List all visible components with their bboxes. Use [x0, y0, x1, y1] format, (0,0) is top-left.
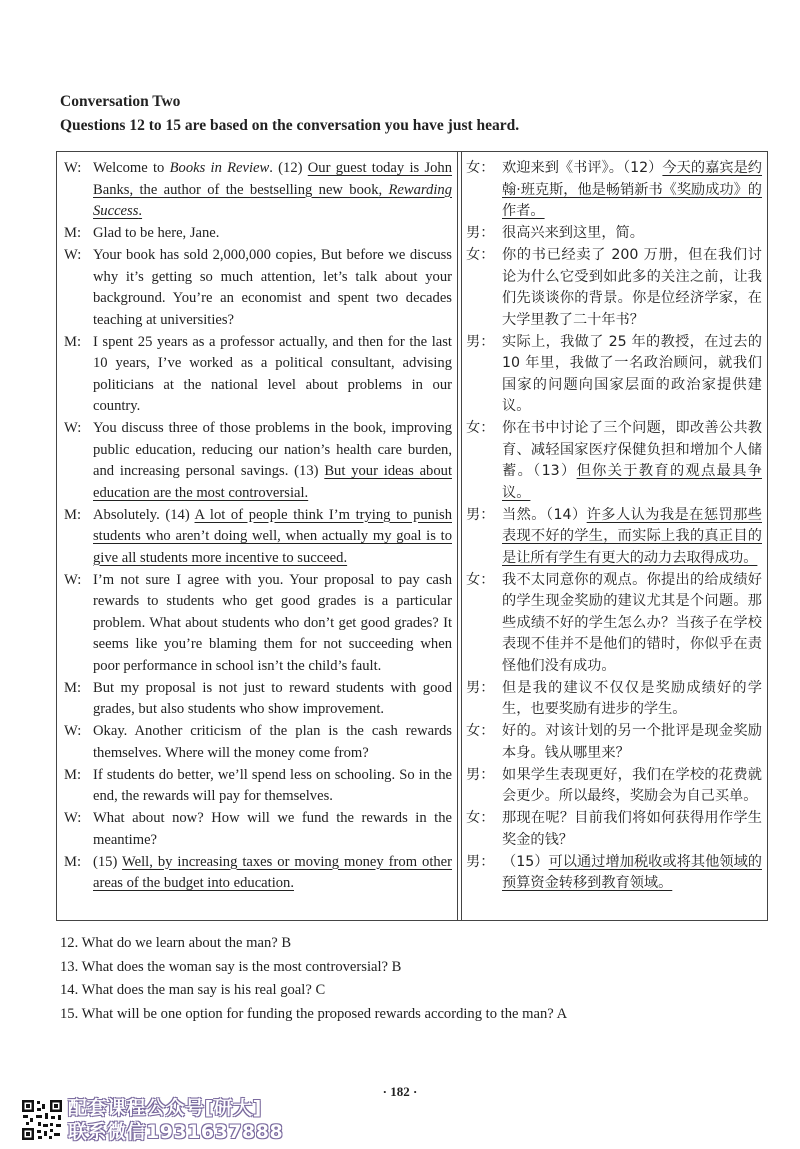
utterance-text: [502, 570, 762, 678]
utterance-segment: . (12): [269, 160, 308, 176]
english-turn: [64, 245, 452, 331]
english-turn: [64, 158, 452, 223]
english-turn: [64, 505, 452, 570]
speaker-label: W:: [64, 420, 82, 436]
chinese-turn: [466, 721, 762, 764]
answer-highlight: Our guest today is John Banks, the author of the bestselling new book,: [93, 160, 453, 198]
column-divider-inner: [461, 151, 462, 921]
speaker-label: 女：: [466, 160, 495, 176]
english-turn: [64, 852, 452, 895]
question-item: 13. What does the woman say is the most controversial? B: [60, 958, 402, 975]
utterance-segment: Glad to be here, Jane.: [93, 225, 220, 241]
utterance-segment: Absolutely. (14): [93, 506, 195, 523]
chinese-turn: [466, 505, 762, 570]
speaker-label: 男：: [466, 679, 495, 696]
watermark-line-1: 配套课程公众号[研大]: [68, 1097, 262, 1119]
utterance-text: [93, 332, 452, 418]
chinese-turn: [466, 418, 762, 504]
utterance-text: [502, 765, 762, 808]
utterance-text: [502, 223, 762, 245]
utterance-segment: What about now? How will we fund the rewards in the meantime?: [93, 810, 452, 848]
question-list: [60, 932, 567, 1026]
utterance-segment: 当然。（14）: [502, 506, 587, 523]
questions-intro: Questions 12 to 15 are based on the conversation you have just heard.: [60, 117, 520, 134]
utterance-text: [502, 332, 762, 418]
speaker-label: W:: [64, 160, 82, 176]
speaker-label: M:: [64, 853, 82, 870]
chinese-turn: [466, 332, 762, 418]
chinese-turn: [466, 808, 762, 851]
utterance-segment: 那现在呢？目前我们将如何获得用作学生奖金的钱？: [502, 810, 762, 848]
answer-highlight: Well, by increasing taxes or moving money from other areas of the budget into education.: [93, 853, 453, 891]
english-turn: [64, 808, 452, 851]
utterance-text: [93, 765, 452, 808]
utterance-text: [93, 245, 452, 331]
utterance-segment: 实际上，我做了 25 年的教授，在过去的 10 年里，我做了一名政治顾问，就我们国家的问题向国家层面的政治家提供建议。: [502, 333, 762, 414]
utterance-text: [93, 570, 452, 678]
answer-highlight: But your ideas about education are the most controversial.: [93, 463, 452, 501]
speaker-label: W:: [64, 810, 82, 826]
utterance-text: [502, 245, 762, 331]
chinese-turn: [466, 158, 762, 223]
conversation-title: Conversation Two: [60, 93, 181, 110]
utterance-segment: 如果学生表现更好，我们在学校的花费就会更少。所以最终，奖励会为自己买单。: [502, 766, 762, 804]
english-transcript: [64, 158, 452, 895]
chinese-turn: [466, 223, 762, 245]
utterance-segment: I spent 25 years as a professor actually, and then for the last 10 years, I’ve worked as a political consultant, advising politicians at the national level about problems in our country.: [93, 333, 452, 414]
question-item: 14. What does the man say is his real goal? C: [60, 982, 326, 998]
utterance-segment: Books in Review: [169, 160, 270, 176]
utterance-segment: Welcome to: [93, 160, 170, 176]
chinese-turn: [466, 245, 762, 331]
speaker-label: M:: [64, 766, 82, 783]
utterance-segment: 但是我的建议不仅仅是奖励成绩好的学生，也要奖励有进步的学生。: [502, 679, 762, 717]
english-turn: [64, 570, 452, 678]
chinese-turn: [466, 852, 762, 895]
question-item: 12. What do we learn about the man? B: [60, 935, 292, 951]
utterance-segment: You discuss three of those problems in the book, improving public education, reducing our nation’s health care burden, and increasing personal savings. (13): [93, 420, 452, 479]
watermark-line-2: 联系微信1931637888: [68, 1121, 284, 1143]
utterance-segment: But my proposal is not just to reward students with good grades, but also students who show improvement.: [93, 679, 452, 717]
utterance-segment: I’m not sure I agree with you. Your proposal to pay cash rewards to students who get good grades is a particular problem. What about students who don’t get good grades? It seems like you’re blaming them for not succeeding when poor performance in school isn’t the child’s fault.: [93, 571, 452, 674]
answer-highlight: 今天的嘉宾是约翰·班克斯，他是畅销新书《奖励成功》的作者。: [502, 160, 762, 219]
speaker-label: 男：: [466, 853, 495, 870]
answer-highlight: 但你关于教育的观点最具争议。: [502, 463, 762, 501]
speaker-label: 女：: [466, 723, 495, 739]
utterance-text: [93, 505, 452, 570]
chinese-turn: [466, 765, 762, 808]
answer-highlight: Rewarding Success: [93, 181, 452, 219]
utterance-text: [93, 808, 452, 851]
speaker-label: 男：: [466, 225, 495, 241]
english-turn: [64, 678, 452, 721]
utterance-text: [93, 721, 452, 764]
speaker-label: 女：: [466, 571, 495, 588]
speaker-label: 女：: [466, 810, 495, 826]
english-turn: [64, 418, 452, 504]
english-turn: [64, 223, 452, 245]
speaker-label: M:: [64, 225, 82, 241]
answer-highlight: A lot of people think I’m trying to punish students who aren’t doing well, when actually my goal is to give all students more incentive to succeed.: [93, 506, 452, 566]
utterance-segment: Your book has sold 2,000,000 copies, But before we discuss why it’s getting so much attention, let’s talk about your background. You’re an economist and spent two decades teaching at universities?: [93, 247, 452, 328]
speaker-label: M:: [64, 679, 82, 696]
speaker-label: M:: [64, 506, 82, 523]
answer-highlight: 许多人认为我是在惩罚那些表现不好的学生，而实际上我的真正目的是让所有学生有更大的动力去取得成功。: [502, 506, 762, 566]
speaker-label: 男：: [466, 766, 495, 783]
qr-code-icon: [20, 1098, 64, 1142]
speaker-label: W:: [64, 723, 82, 739]
utterance-text: [93, 678, 452, 721]
utterance-segment: Okay. Another criticism of the plan is the cash rewards themselves. Where will the money come from?: [93, 723, 452, 761]
utterance-segment: 欢迎来到《书评》。（12）: [502, 160, 663, 176]
column-divider: [457, 151, 458, 921]
answer-highlight: 可以通过增加税收或将其他领域的预算资金转移到教育领域。: [502, 853, 762, 891]
utterance-text: [93, 852, 452, 895]
page-number: · 182 ·: [382, 1084, 418, 1099]
utterance-segment: 你在书中讨论了三个问题，即改善公共教育、减轻国家医疗保健负担和增加个人储蓄。（13）: [502, 420, 762, 479]
utterance-segment: If students do better, we’ll spend less on schooling. So in the end, the rewards will pay for themselves.: [93, 766, 452, 804]
utterance-text: [93, 223, 452, 245]
utterance-text: [93, 418, 452, 504]
question-item: 15. What will be one option for funding the proposed rewards according to the man? A: [60, 1005, 568, 1022]
utterance-text: [502, 721, 762, 764]
english-turn: [64, 332, 452, 418]
watermark: [68, 1096, 283, 1144]
speaker-label: 男：: [466, 506, 495, 523]
utterance-text: [502, 678, 762, 721]
speaker-label: 男：: [466, 333, 495, 350]
english-turn: [64, 721, 452, 764]
speaker-label: W:: [64, 571, 82, 588]
utterance-text: [502, 418, 762, 504]
utterance-text: [502, 808, 762, 851]
utterance-segment: 我不太同意你的观点。你提出的给成绩好的学生现金奖励的建议尤其是个问题。那些成绩不好的学生怎么办？当孩子在学校表现不佳并不是他们的错时，你似乎在责怪他们没有成功。: [502, 571, 762, 674]
utterance-text: [502, 158, 762, 223]
utterance-segment: 很高兴来到这里，简。: [502, 225, 644, 241]
utterance-segment: 好的。对该计划的另一个批评是现金奖励本身。钱从哪里来？: [502, 723, 762, 761]
answer-highlight: .: [138, 203, 143, 219]
speaker-label: M:: [64, 333, 82, 350]
speaker-label: 女：: [466, 247, 495, 263]
chinese-turn: [466, 678, 762, 721]
utterance-segment: (15): [93, 853, 123, 870]
chinese-transcript: [466, 158, 762, 895]
utterance-text: [502, 505, 762, 570]
speaker-label: 女：: [466, 420, 495, 436]
utterance-text: [502, 852, 762, 895]
section-heading: [60, 90, 519, 138]
utterance-segment: 你的书已经卖了 200 万册，但在我们讨论为什么它受到如此多的关注之前，让我们先谈谈你的背景。你是位经济学家，在大学里教了二十年书？: [502, 247, 762, 328]
chinese-turn: [466, 570, 762, 678]
english-turn: [64, 765, 452, 808]
speaker-label: W:: [64, 247, 82, 263]
utterance-text: [93, 158, 452, 223]
utterance-segment: （15）: [502, 853, 549, 870]
